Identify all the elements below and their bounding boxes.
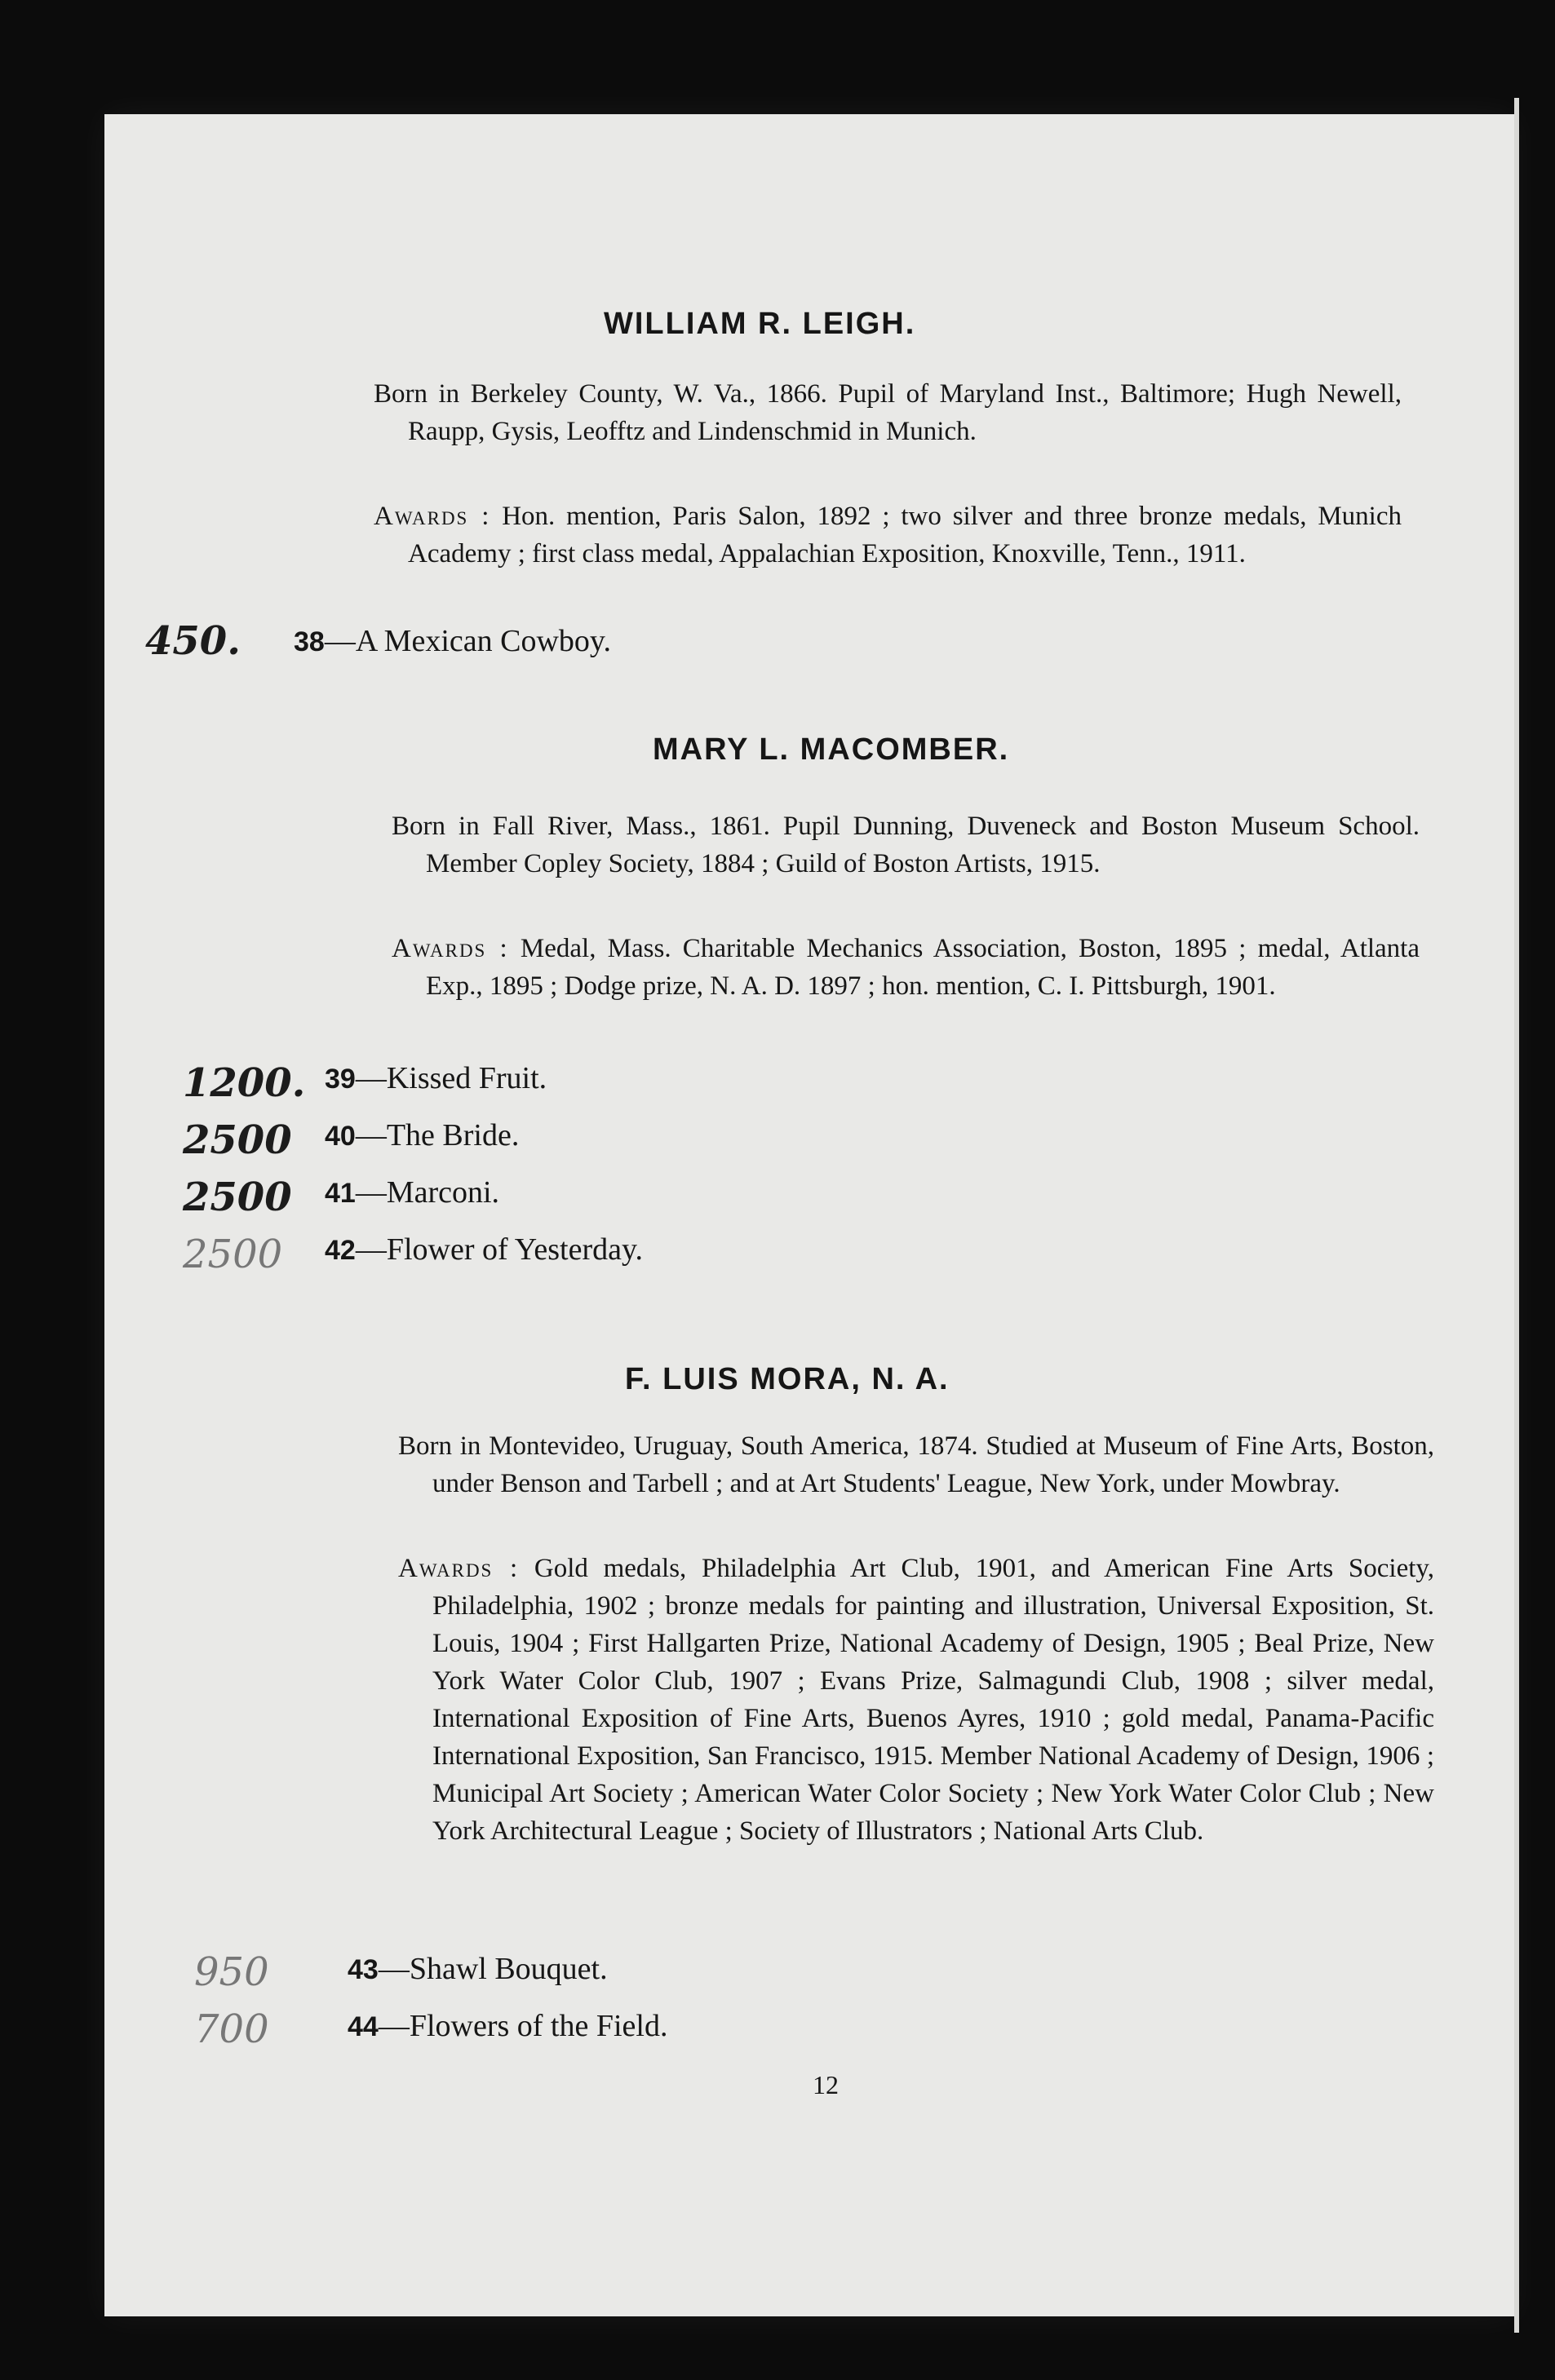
- artist-awards: [374, 498, 1402, 573]
- awards-text: Hon. mention, Paris Salon, 1892 ; two silver and three bronze medals, Munich Academy ; first class medal, Appalachian Exposition, Knoxville, Tenn., 1911.: [408, 502, 1402, 568]
- handwritten-price: 950: [194, 1949, 269, 1995]
- artist-bio: Born in Berkeley County, W. Va., 1866. Pupil of Maryland Inst., Baltimore; Hugh Newell, Raupp, Gysis, Leofftz and Lindenschmid in Munich.: [374, 379, 1402, 446]
- catalog-entry: [325, 1175, 499, 1210]
- entry-number: 43: [348, 1954, 379, 1985]
- catalog-page: [104, 114, 1514, 2316]
- entry-number: 39: [325, 1064, 356, 1095]
- awards-text: Medal, Mass. Charitable Mechanics Association, Boston, 1895 ; medal, Atlanta Exp., 1895 ; Dodge prize, N. A. D. 1897 ; hon. mention, C. I. Pittsburgh, 1901.: [426, 934, 1420, 1001]
- entry-number: 42: [325, 1235, 356, 1266]
- handwritten-price: 700: [194, 2006, 269, 2052]
- awards-label: Awards :: [374, 502, 491, 531]
- catalog-entry: [348, 1951, 608, 1987]
- artist-name: MARY L. MACOMBER.: [653, 732, 1010, 767]
- awards-label: Awards :: [392, 934, 509, 963]
- entry-number: 44: [348, 2011, 379, 2042]
- page-edge: [1514, 98, 1519, 2333]
- awards-text: Gold medals, Philadelphia Art Club, 1901, and American Fine Arts Society, Philadelphia, 1902 ; bronze medals for painting and illustration, Universal Exposition, St. Louis, 1904 ; First Hallgarten Prize, National Academy of Design, 1905 ; Beal Prize, New York Water Color Club, 1907 ; Evans Prize, Salmagundi Club, 1908 ; silver medal, International Exposition of Fine Arts, Buenos Ayres, 1910 ; gold medal, Panama-Pacific International Exposition, San Francisco, 1915. Member National Academy of Design, 1906 ; Municipal Art Society ; American Water Color Society ; New York Water Color Club ; New York Architectural League ; Society of Illustrators ; National Arts Club.: [432, 1554, 1434, 1846]
- handwritten-price: 450.: [145, 618, 241, 664]
- catalog-entry: [325, 1117, 519, 1153]
- artist-bio: Born in Montevideo, Uruguay, South America, 1874. Studied at Museum of Fine Arts, Boston, under Benson and Tarbell ; and at Art Students' League, New York, under Mowbray.: [398, 1431, 1434, 1498]
- entry-title: —Kissed Fruit.: [355, 1061, 547, 1095]
- handwritten-price: 2500: [183, 1232, 283, 1277]
- catalog-entry: [294, 623, 611, 659]
- artist-name: F. LUIS MORA, N. A.: [625, 1362, 950, 1396]
- handwritten-price: 2500: [183, 1117, 292, 1163]
- artist-name: WILLIAM R. LEIGH.: [604, 307, 916, 341]
- awards-label: Awards :: [398, 1554, 520, 1583]
- entry-title: —Shawl Bouquet.: [378, 1952, 608, 1986]
- entry-number: 38: [294, 626, 325, 657]
- entry-title: —The Bride.: [355, 1118, 520, 1152]
- handwritten-price: 2500: [183, 1175, 292, 1220]
- entry-number: 40: [325, 1121, 356, 1152]
- catalog-entry: [325, 1060, 547, 1096]
- page-number: 12: [813, 2070, 839, 2099]
- entry-title: —Marconi.: [355, 1175, 500, 1210]
- entry-title: —Flowers of the Field.: [378, 2009, 668, 2043]
- entry-title: —A Mexican Cowboy.: [324, 624, 611, 658]
- catalog-entry: [348, 2008, 667, 2044]
- artist-bio: Born in Fall River, Mass., 1861. Pupil Dunning, Duveneck and Boston Museum School. Member Copley Society, 1884 ; Guild of Boston Artists, 1915.: [392, 812, 1420, 878]
- catalog-entry: [325, 1232, 643, 1267]
- entry-number: 41: [325, 1178, 356, 1209]
- handwritten-price: 1200.: [183, 1060, 306, 1106]
- artist-awards: [398, 1550, 1434, 1850]
- artist-awards: [392, 930, 1420, 1005]
- entry-title: —Flower of Yesterday.: [355, 1232, 643, 1267]
